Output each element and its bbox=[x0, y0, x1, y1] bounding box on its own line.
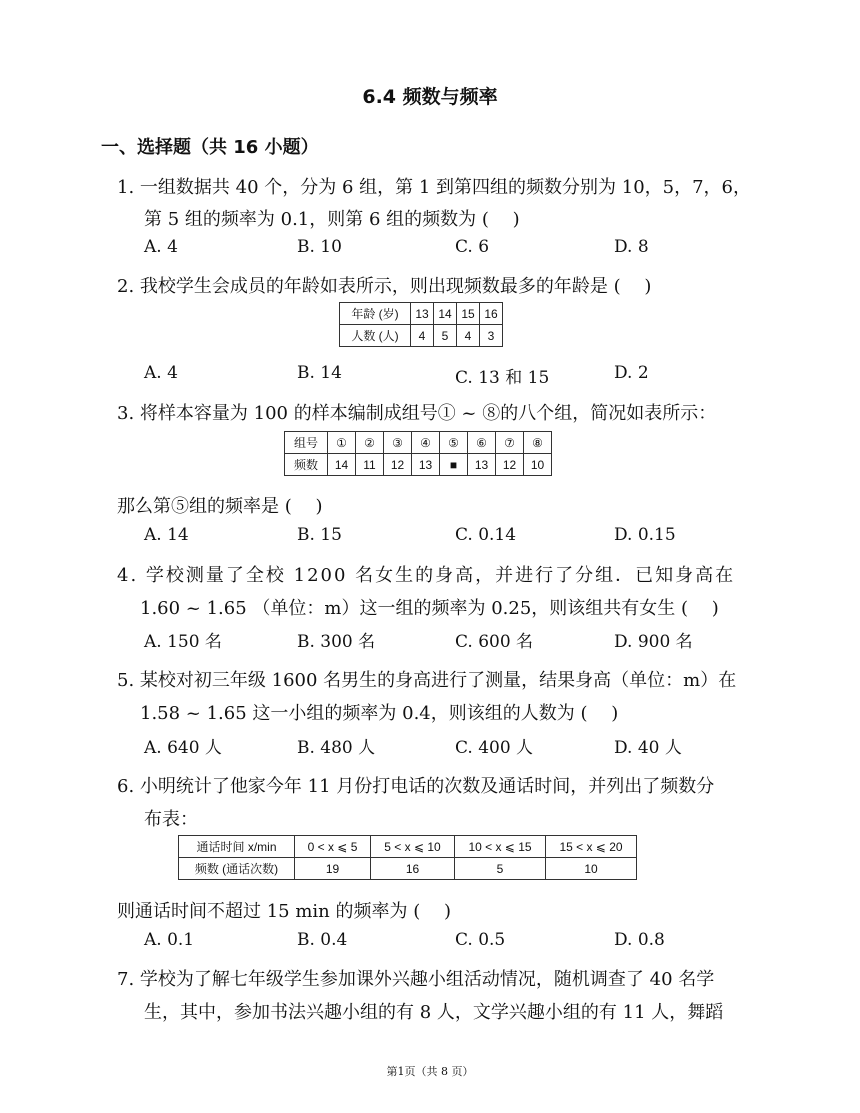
q4-option-b: B. 300 名 bbox=[297, 632, 376, 652]
page-title: 6.4 频数与频率 bbox=[362, 86, 498, 108]
call-time-table bbox=[178, 835, 637, 880]
q1-option-b: B. 10 bbox=[297, 237, 342, 257]
question-1-line-2: 第 5 组的频率为 0.1，则第 6 组的频数为 ( ) bbox=[144, 209, 520, 230]
question-6-line-2: 布表： bbox=[144, 809, 198, 830]
question-3-line-1: 3. 将样本容量为 100 的样本编制成组号① ~ ⑧的八个组，简况如表所示： bbox=[117, 403, 717, 424]
table-cell: 13 bbox=[411, 303, 434, 325]
table-cell: 通话时间 x/min bbox=[179, 836, 295, 858]
table-cell: ⑤ bbox=[440, 432, 468, 454]
q6-option-d: D. 0.8 bbox=[614, 930, 665, 950]
table-cell: 5 < x ⩽ 10 bbox=[371, 836, 455, 858]
table-cell: 12 bbox=[496, 454, 524, 476]
table-cell: 3 bbox=[480, 325, 503, 347]
question-1-line-1: 1. 一组数据共 40 个，分为 6 组，第 1 到第四组的频数分别为 10，5，7，6， bbox=[117, 177, 752, 198]
q4-option-a: A. 150 名 bbox=[144, 632, 222, 652]
question-6-line-3: 则通话时间不超过 15 min 的频率为 ( ) bbox=[117, 901, 451, 922]
q6-option-b: B. 0.4 bbox=[297, 930, 348, 950]
table-cell: 10 bbox=[546, 858, 637, 880]
table-row bbox=[340, 303, 503, 325]
table-cell: ⑧ bbox=[524, 432, 552, 454]
table-cell: ④ bbox=[412, 432, 440, 454]
table-cell: 年龄 (岁) bbox=[340, 303, 411, 325]
q3-option-b: B. 15 bbox=[297, 525, 342, 545]
table-cell: 5 bbox=[455, 858, 546, 880]
table-row bbox=[179, 836, 637, 858]
table-cell: ③ bbox=[384, 432, 412, 454]
table-cell: 16 bbox=[371, 858, 455, 880]
table-cell: 0 < x ⩽ 5 bbox=[295, 836, 371, 858]
question-6-line-1: 6. 小明统计了他家今年 11 月份打电话的次数及通话时间，并列出了频数分 bbox=[117, 776, 715, 797]
question-4-line-2: 1.60 ~ 1.65 （单位：m）这一组的频率为 0.25，则该组共有女生 ( ) bbox=[140, 598, 719, 619]
table-cell: 19 bbox=[295, 858, 371, 880]
table-cell: 5 bbox=[434, 325, 457, 347]
table-cell: 4 bbox=[457, 325, 480, 347]
table-cell: 4 bbox=[411, 325, 434, 347]
table-cell: 14 bbox=[434, 303, 457, 325]
table-cell: 16 bbox=[480, 303, 503, 325]
table-cell: ■ bbox=[440, 454, 468, 476]
q1-option-c: C. 6 bbox=[455, 237, 490, 257]
q2-option-c: C. 13 和 15 bbox=[455, 368, 550, 388]
page-footer: 第1页（共 8 页） bbox=[386, 1065, 474, 1078]
table-cell: ⑦ bbox=[496, 432, 524, 454]
table-row bbox=[285, 432, 552, 454]
section-heading: 一、选择题（共 16 小题） bbox=[101, 137, 319, 158]
q3-option-c: C. 0.14 bbox=[455, 525, 517, 545]
q2-option-d: D. 2 bbox=[614, 363, 649, 383]
table-row bbox=[285, 454, 552, 476]
q1-option-d: D. 8 bbox=[614, 237, 649, 257]
table-cell: ⑥ bbox=[468, 432, 496, 454]
table-cell: 频数 (通话次数) bbox=[179, 858, 295, 880]
table-row bbox=[179, 858, 637, 880]
table-cell: 13 bbox=[468, 454, 496, 476]
q6-option-c: C. 0.5 bbox=[455, 930, 506, 950]
question-5-line-2: 1.58 ~ 1.65 这一小组的频率为 0.4，则该组的人数为 ( ) bbox=[140, 703, 619, 724]
question-3-line-2: 那么第⑤组的频率是 ( ) bbox=[117, 496, 323, 517]
q4-option-c: C. 600 名 bbox=[455, 632, 534, 652]
table-cell: 10 < x ⩽ 15 bbox=[455, 836, 546, 858]
q5-option-a: A. 640 人 bbox=[144, 738, 222, 758]
q6-option-a: A. 0.1 bbox=[144, 930, 195, 950]
table-cell: 13 bbox=[412, 454, 440, 476]
table-cell: 15 < x ⩽ 20 bbox=[546, 836, 637, 858]
q2-option-a: A. 4 bbox=[144, 363, 178, 383]
table-cell: 10 bbox=[524, 454, 552, 476]
q3-option-d: D. 0.15 bbox=[614, 525, 676, 545]
q5-option-d: D. 40 人 bbox=[614, 738, 682, 758]
age-table bbox=[339, 302, 503, 347]
question-2-line-1: 2. 我校学生会成员的年龄如表所示，则出现频数最多的年龄是 ( ) bbox=[117, 276, 652, 297]
table-cell: 组号 bbox=[285, 432, 328, 454]
q5-option-b: B. 480 人 bbox=[297, 738, 376, 758]
table-row bbox=[340, 325, 503, 347]
q2-option-b: B. 14 bbox=[297, 363, 342, 383]
question-5-line-1: 5. 某校对初三年级 1600 名男生的身高进行了测量，结果身高（单位：m）在 bbox=[117, 670, 737, 691]
table-cell: 15 bbox=[457, 303, 480, 325]
question-7-line-2: 生，其中，参加书法兴趣小组的有 8 人，文学兴趣小组的有 11 人，舞蹈 bbox=[144, 1002, 724, 1023]
table-cell: 11 bbox=[356, 454, 384, 476]
question-4-line-1: 4. 学校测量了全校 1200 名女生的身高，并进行了分组．已知身高在 bbox=[117, 565, 736, 586]
group-table bbox=[284, 431, 552, 476]
table-cell: ② bbox=[356, 432, 384, 454]
table-cell: 人数 (人) bbox=[340, 325, 411, 347]
table-cell: 14 bbox=[328, 454, 356, 476]
q1-option-a: A. 4 bbox=[144, 237, 178, 257]
q3-option-a: A. 14 bbox=[144, 525, 189, 545]
table-cell: 12 bbox=[384, 454, 412, 476]
q5-option-c: C. 400 人 bbox=[455, 738, 534, 758]
q4-option-d: D. 900 名 bbox=[614, 632, 693, 652]
question-7-line-1: 7. 学校为了解七年级学生参加课外兴趣小组活动情况，随机调查了 40 名学 bbox=[117, 969, 715, 990]
table-cell: ① bbox=[328, 432, 356, 454]
table-cell: 频数 bbox=[285, 454, 328, 476]
